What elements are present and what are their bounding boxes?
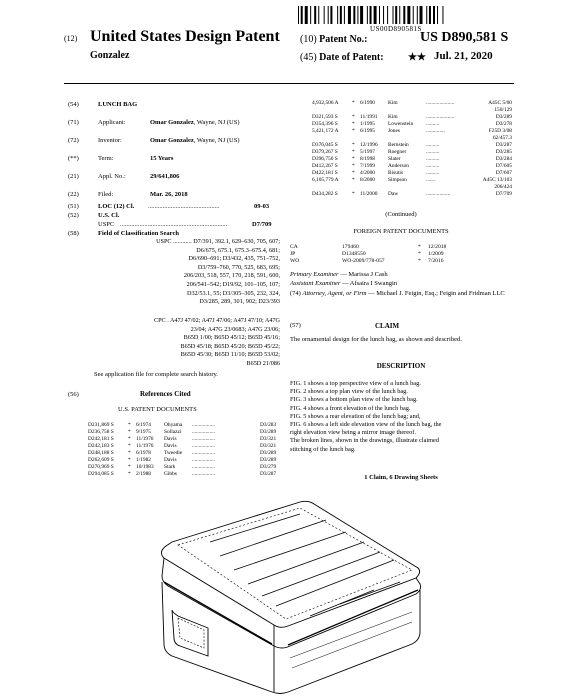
reference-name: Davis: [164, 443, 177, 449]
reference-dots: .................: [192, 457, 215, 463]
claims-sheets-summary: 1 Claim, 6 Drawing Sheets: [364, 474, 438, 481]
foreign-date: 1/2009: [428, 251, 444, 257]
reference-num: 4,932,506 A: [312, 100, 339, 106]
us-patent-docs-title: U.S. PATENT DOCUMENTS: [118, 406, 197, 413]
search-history-note: See application file for complete search history.: [94, 371, 218, 378]
barcode-bar: [314, 6, 316, 24]
cpc-line: B65D 1/00; B65D 45/12; B65D 45/16;: [183, 334, 280, 342]
reference-date: 11/1976: [136, 443, 154, 449]
reference-cls: A45C 13/103: [482, 177, 512, 183]
reference-name: Simpson: [388, 177, 407, 183]
reference-cls: D3/279: [260, 464, 277, 470]
barcode-bar: [328, 6, 329, 24]
references-cited-title: References Cited: [140, 390, 191, 398]
patent-number-code: (10): [300, 34, 317, 45]
barcode-bar: [318, 6, 319, 24]
barcode-number: US00D890581S: [370, 25, 422, 33]
header-rule: [64, 83, 514, 84]
reference-star: *: [352, 114, 355, 120]
reference-num: D294,085 S: [88, 471, 114, 477]
appl-no-label: Appl. No.:: [98, 173, 126, 180]
inventor-surname: Gonzalez: [90, 50, 130, 61]
applicant: [150, 118, 240, 127]
uspc-line: D6/675, 675.1, 675.3–675.4, 681;: [196, 246, 280, 254]
reference-dots: .....................: [426, 114, 455, 120]
reference-name: Jones: [388, 128, 400, 134]
reference-date: 1/1995: [360, 121, 375, 127]
reference-cls: D3/284: [495, 156, 512, 162]
barcode-bar: [399, 6, 400, 24]
reference-date: 8/2000: [360, 177, 375, 183]
reference-num: D422,181 S: [312, 170, 338, 176]
filed-label: Filed:: [98, 191, 114, 198]
reference-star: *: [352, 163, 355, 169]
barcode-bar: [426, 6, 427, 24]
description-title: DESCRIPTION: [376, 362, 426, 370]
reference-cls: D7/605: [495, 163, 512, 169]
foreign-date: 12/2018: [428, 244, 447, 250]
date-caption: Date of Patent:: [319, 52, 384, 63]
reference-num: D434,282 S: [312, 191, 338, 197]
barcode: [298, 6, 494, 24]
uspc-value: D7/709: [252, 221, 272, 228]
reference-star: *: [352, 142, 355, 148]
reference-name: Slater: [388, 156, 401, 162]
reference-star: *: [128, 471, 131, 477]
reference-cls: D3/287: [495, 142, 512, 148]
applicant-name: Omar Gonzalez: [150, 119, 194, 126]
reference-num: D248,188 S: [88, 450, 114, 456]
barcode-bar: [370, 6, 372, 24]
reference-star: *: [352, 170, 355, 176]
reference-num: D412,267 S: [312, 163, 338, 169]
reference-cls: D3/289: [260, 457, 277, 463]
reference-name: Davis: [164, 457, 177, 463]
barcode-bar: [344, 6, 345, 24]
inventor: [150, 136, 240, 145]
uspc-line: D6/690–691; D3/432, 435, 751–752,: [188, 255, 280, 263]
description-text: [290, 380, 514, 454]
barcode-bar: [353, 6, 355, 24]
lunch-bag-drawing: [150, 498, 426, 695]
foreign-star: *: [418, 244, 421, 250]
uspc-line: D3/285, 289, 301, 902; D23/393: [199, 298, 280, 306]
barcode-bar: [367, 6, 368, 24]
barcode-bar: [407, 6, 410, 24]
barcode-bar: [379, 6, 380, 24]
foreign-cc: JP: [290, 251, 296, 257]
reference-name: Stark: [164, 464, 176, 470]
reference-date: 11/2000: [360, 191, 378, 197]
claim-code: (57): [290, 322, 301, 329]
reference-star: *: [128, 450, 131, 456]
reference-cls: D3/289: [495, 114, 512, 120]
date-star-marker: ★★: [408, 52, 426, 63]
reference-cls-continuation: 206/424: [494, 184, 512, 190]
barcode-bar: [433, 6, 435, 24]
reference-dots: .................: [192, 464, 215, 470]
reference-dots: ..........: [426, 156, 440, 162]
reference-star: *: [352, 128, 355, 134]
reference-num: D262,609 S: [88, 457, 114, 463]
reference-star: *: [128, 464, 131, 470]
barcode-bar: [393, 6, 394, 24]
assistant-examiner-name: — Afsaira I Swangin: [340, 280, 398, 287]
reference-num: 5,421,172 A: [312, 128, 339, 134]
refs-code: (56): [68, 391, 79, 398]
barcode-bar: [437, 6, 438, 24]
reference-name: Sollazzi: [164, 429, 182, 435]
cpc-line: B65D 45/30; B65D 11/10; B65D 53/02;: [180, 351, 280, 359]
reference-num: D242,181 S: [88, 436, 114, 442]
title-code: (54): [68, 101, 79, 108]
filed-code: (22): [68, 191, 79, 198]
barcode-bar: [305, 6, 308, 24]
reference-star: *: [128, 436, 131, 442]
patent-type-title: United States Design Patent: [90, 28, 280, 45]
reference-cls: F25D 3/08: [488, 128, 512, 134]
loc-value: 09-03: [254, 203, 270, 210]
reference-cls-continuation: 150/129: [494, 107, 512, 113]
primary-examiner-label: Primary Examiner: [290, 271, 339, 278]
reference-date: 6/1995: [360, 128, 375, 134]
reference-cls-continuation: 62/457.3: [492, 135, 512, 141]
foreign-date: 7/2016: [428, 258, 444, 264]
barcode-bar: [298, 6, 299, 24]
barcode-bar: [324, 6, 325, 24]
inventor-label: Inventor:: [98, 137, 122, 144]
reference-date: 2/1988: [136, 471, 151, 477]
reference-cls: D3/278: [495, 121, 512, 127]
reference-name: Roegner: [388, 149, 407, 155]
reference-dots: .......: [426, 177, 436, 183]
date-of-patent-label: [300, 52, 384, 63]
description-line: FIG. 6 shows a left side elevation view of the lunch bag, the: [290, 421, 442, 429]
description-line: FIG. 3 shows a bottom plan view of the lunch bag.: [290, 396, 418, 404]
reference-num: D321,593 S: [312, 114, 338, 120]
reference-name: Ohyama: [164, 422, 183, 428]
reference-date: 6/1990: [360, 100, 375, 106]
reference-date: 11/1991: [360, 114, 378, 120]
reference-cls: D3/321: [260, 443, 277, 449]
reference-date: 8/1998: [360, 156, 375, 162]
reference-date: 5/1997: [360, 149, 375, 155]
description-line: FIG. 2 shows a top plan view of the lunch bag.: [290, 388, 408, 396]
reference-cls: D3/289: [260, 429, 277, 435]
reference-name: Gibbs: [164, 471, 177, 477]
reference-date: 9/1975: [136, 429, 151, 435]
reference-num: 6,105,779 A: [312, 177, 339, 183]
reference-name: Davis: [164, 436, 177, 442]
reference-cls: D7/709: [495, 191, 512, 197]
barcode-bar: [301, 6, 303, 24]
reference-date: 12/1996: [360, 142, 378, 148]
description-line: right elevation view being a mirror image thereof.: [290, 429, 416, 437]
patent-number: US D890,581 S: [420, 30, 509, 45]
reference-dots: ..........: [426, 163, 440, 169]
appl-no-value: 29/641,806: [150, 173, 180, 180]
cpc-line: B65D 45/18; B65D 45/20; B65D 45/22;: [180, 342, 280, 350]
reference-star: *: [352, 156, 355, 162]
reference-star: *: [352, 191, 355, 197]
reference-dots: ..........: [426, 142, 440, 148]
barcode-bar: [387, 6, 388, 24]
reference-star: *: [352, 100, 355, 106]
barcode-bar: [420, 6, 423, 24]
appl-no-code: (21): [68, 173, 79, 180]
claim-title: CLAIM: [375, 322, 400, 330]
uspc-label: USPC: [98, 221, 115, 228]
barcode-bar: [348, 6, 351, 24]
field-search-label: Field of Classification Search: [98, 230, 179, 237]
reference-star: *: [128, 443, 131, 449]
barcode-bar: [395, 6, 397, 24]
reference-name: Kim: [388, 100, 398, 106]
reference-dots: ..............: [426, 128, 445, 134]
barcode-bar: [310, 6, 311, 24]
patent-number-label: [300, 34, 368, 45]
reference-num: D236,758 S: [88, 429, 114, 435]
reference-num: D231,869 S: [88, 422, 114, 428]
reference-name: Bisutis: [388, 170, 403, 176]
reference-cls: D3/287: [260, 471, 277, 477]
reference-star: *: [352, 177, 355, 183]
reference-dots: ..........: [426, 121, 440, 127]
continued-note: (Continued): [385, 211, 417, 218]
description-line: FIG. 4 shows a front elevation of the lunch bag.: [290, 404, 411, 412]
barcode-bar: [429, 6, 431, 24]
reference-name: Tweedie: [164, 450, 183, 456]
inventor-code: (72): [68, 137, 79, 144]
reference-dots: .................: [192, 450, 215, 456]
description-line: stitching of the lunch bag.: [290, 445, 356, 453]
reference-dots: ..................: [426, 191, 451, 197]
reference-num: D242,183 S: [88, 443, 114, 449]
design-title: LUNCH BAG: [98, 101, 138, 108]
reference-dots: .................: [192, 429, 215, 435]
reference-name: Lowenstein: [388, 121, 414, 127]
barcode-bar: [337, 6, 338, 24]
reference-num: D376,045 S: [312, 142, 338, 148]
term-label: Term:: [98, 155, 114, 162]
uspc-line: USPC ............ D7/391, 392.1, 629–630, 705, 607;: [156, 238, 280, 245]
primary-examiner-name: — Marissa J Cash: [338, 271, 388, 278]
applicant-location: , Wayne, NJ (US): [193, 119, 240, 126]
reference-num: D354,396 S: [312, 121, 338, 127]
reference-num: D379,267 S: [312, 149, 338, 155]
doc-type-code: (12): [64, 34, 78, 43]
reference-date: 11/1976: [136, 436, 154, 442]
reference-dots: .................: [192, 436, 215, 442]
reference-cls: D3/283: [260, 422, 277, 428]
uscl-label: U.S. Cl.: [98, 212, 120, 219]
barcode-bar: [403, 6, 405, 24]
reference-date: 4/2000: [360, 170, 375, 176]
assistant-examiner: [290, 279, 512, 288]
loc-code: (51): [68, 203, 79, 210]
foreign-star: *: [418, 258, 421, 264]
reference-star: *: [352, 149, 355, 155]
reference-name: Bernstein: [388, 142, 409, 148]
barcode-bar: [374, 6, 377, 24]
uspc-dots: ..................................................................: [120, 221, 228, 228]
reference-date: 1/1982: [136, 457, 151, 463]
barcode-bar: [417, 6, 418, 24]
foreign-num: 179460: [342, 244, 359, 250]
description-line: FIG. 1 shows a top perspective view of a lunch bag.: [290, 380, 421, 387]
attorney-code: (74): [290, 290, 301, 297]
barcode-bar: [383, 6, 384, 24]
reference-star: *: [128, 429, 131, 435]
reference-cls: D3/285: [495, 149, 512, 155]
reference-date: 6/1974: [136, 422, 151, 428]
uspc-line: 206/203, 518, 557, 170, 218, 591, 600,: [183, 272, 280, 280]
uscl-code: (52): [68, 212, 79, 219]
description-line: FIG. 5 shows a rear elevation of the lunch bag; and,: [290, 412, 421, 420]
foreign-docs-title: FOREIGN PATENT DOCUMENTS: [353, 228, 449, 235]
applicant-code: (71): [68, 119, 79, 126]
reference-star: *: [128, 422, 131, 428]
claim-text: The ornamental design for the lunch bag, as shown and described.: [290, 336, 462, 343]
description-line: The broken lines, shown in the drawings, illustrate claimed: [290, 437, 439, 445]
reference-star: *: [128, 457, 131, 463]
filed-value: Mar. 26, 2018: [150, 191, 188, 198]
foreign-num: WO-2009/778-057: [342, 258, 385, 264]
barcode-bar: [357, 6, 358, 24]
reference-cls: D3/289: [260, 450, 277, 456]
cpc-line: B65D 21/086: [246, 359, 280, 367]
foreign-star: *: [418, 251, 421, 257]
uspc-line: 206/541–542; D19/92, 101–105, 107;: [186, 280, 280, 288]
reference-date: 6/1978: [136, 450, 151, 456]
foreign-cc: WO: [290, 258, 300, 264]
attorney-label: Attorney, Agent, or Firm: [302, 290, 367, 297]
reference-cls: A45C 5/00: [488, 100, 512, 106]
loc-dots: ............................................: [148, 203, 220, 210]
inventor-name: Omar Gonzalez: [150, 137, 194, 144]
reference-name: Kim: [388, 114, 398, 120]
attorney-name: — Michael J. Feigin, Esq.; Feigin and Fridman LLC: [366, 290, 505, 297]
patent-number-caption: Patent No.:: [319, 34, 368, 45]
reference-dots: .................: [192, 471, 215, 477]
cpc-line: CPC . A47J 47/02; A47J 47/06; A47J 47/10; A47G: [153, 317, 280, 324]
reference-name: Anderson: [388, 163, 409, 169]
reference-num: D270,969 S: [88, 464, 114, 470]
reference-cls: D7/607: [495, 170, 512, 176]
assistant-examiner-label: Assistant Examiner: [290, 280, 341, 287]
reference-num: D396,750 S: [312, 156, 338, 162]
foreign-cc: CA: [290, 244, 298, 250]
foreign-num: D1348550: [342, 251, 366, 257]
barcode-bar: [330, 6, 332, 24]
field-search-code: (58): [68, 230, 79, 237]
uspc-line: D3/759–760, 770, 525, 683, 695;: [197, 263, 280, 271]
reference-cls: D3/321: [260, 436, 277, 442]
attorney: [290, 289, 512, 298]
reference-name: Daw: [388, 191, 399, 197]
reference-dots: .................: [192, 443, 215, 449]
reference-dots: .....................: [426, 100, 455, 106]
reference-dots: ..........: [426, 149, 440, 155]
loc-label: LOC (12) Cl.: [98, 203, 135, 210]
reference-star: *: [352, 121, 355, 127]
reference-date: 7/1999: [360, 163, 375, 169]
reference-dots: ..........: [426, 170, 440, 176]
inventor-location: , Wayne, NJ (US): [193, 137, 240, 144]
term-value: 15 Years: [150, 155, 174, 162]
cpc-classification-list: [86, 317, 280, 369]
applicant-label: Applicant:: [98, 119, 126, 126]
cpc-line: 23/04; A47G 23/0683; A47G 23/06;: [190, 325, 280, 333]
barcode-bar: [442, 6, 443, 24]
term-code: (**): [68, 155, 79, 162]
uspc-line: D32/53.1, 55; D3/305–305, 232, 324,: [187, 289, 280, 297]
reference-date: 10/1983: [136, 464, 154, 470]
barcode-bar: [340, 6, 342, 24]
barcode-bar: [360, 6, 363, 24]
reference-dots: .................: [192, 422, 215, 428]
date-code: (45): [300, 52, 317, 63]
primary-examiner: [290, 270, 512, 279]
uspc-classification-list: [100, 238, 280, 307]
date-of-patent: Jul. 21, 2020: [434, 50, 493, 62]
barcode-bar: [413, 6, 414, 24]
